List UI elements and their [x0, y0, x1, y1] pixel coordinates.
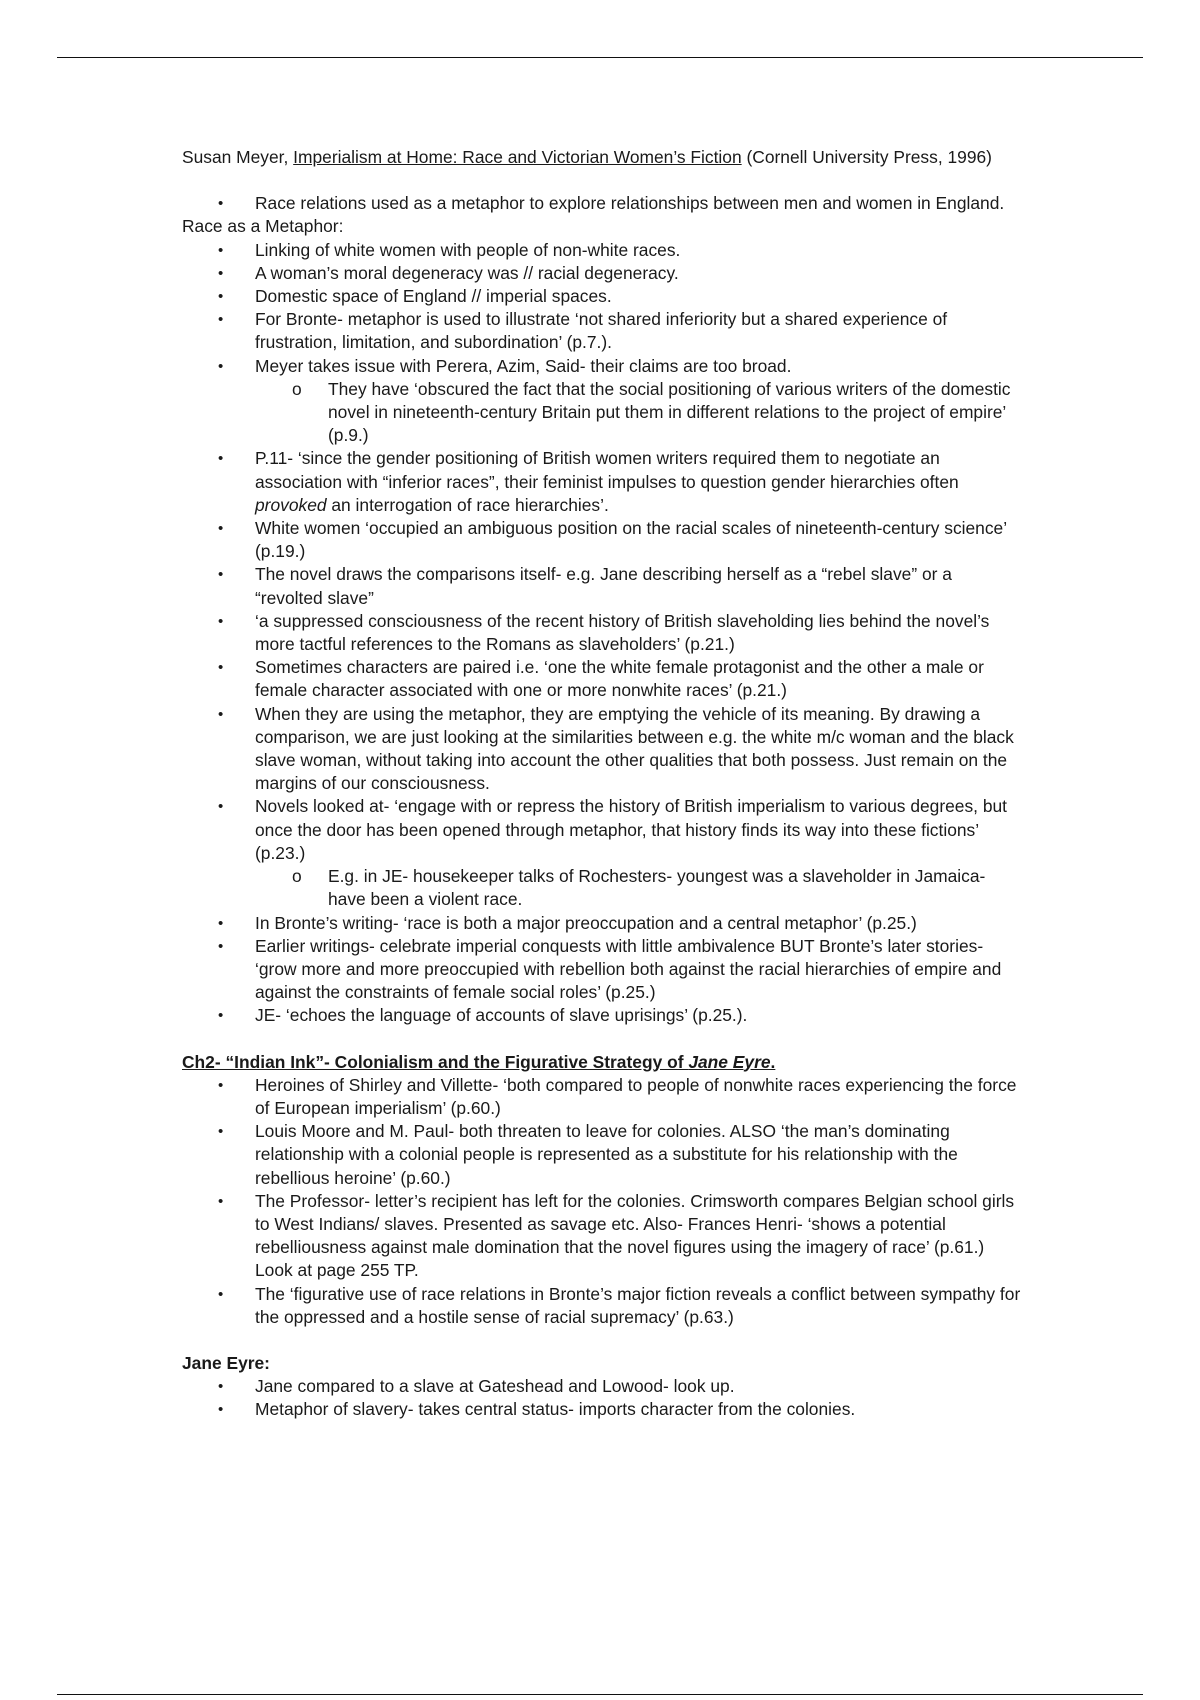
list-item-text: The Professor- letter’s recipient has left for the colonies. Crimsworth compares Belgian school girls to West Indians/ slaves. Presented as savage etc. Also- Frances Henri- ‘shows a potential rebelliousness against male domination that the novel figures using the imagery of race’ (p.61.) Look at page 255 TP. — [255, 1190, 1015, 1281]
list-item-text: In Bronte’s writing- ‘race is both a major preoccupation and a central metaphor’ (p.25.) — [255, 912, 917, 933]
list-item — [182, 192, 1022, 215]
list-item-text: ‘a suppressed consciousness of the recent history of British slaveholding lies behind the novel’s more tactful references to the Romans as slaveholders’ (p.21.) — [255, 610, 990, 655]
bullet-icon: • — [218, 612, 224, 630]
bullet-icon: • — [218, 1378, 224, 1396]
section-heading-jane-eyre: Jane Eyre: — [182, 1352, 270, 1373]
list-item-text: Sometimes characters are paired i.e. ‘one the white female protagonist and the other a male or female character associated with one or more nonwhite races’ (p.21.) — [255, 657, 984, 701]
bullet-icon: • — [218, 937, 224, 955]
list-item — [182, 610, 1022, 656]
citation — [182, 146, 1022, 169]
list-item — [182, 285, 1022, 308]
list-item — [182, 1398, 1022, 1421]
list-item-text: Race relations used as a metaphor to explore relationships between men and women in England. — [255, 193, 1005, 214]
list-item — [182, 517, 1022, 563]
bullet-icon: • — [218, 914, 224, 932]
list-item — [182, 1190, 1022, 1283]
bullet-icon: • — [218, 1192, 224, 1210]
list-item-text: Domestic space of England // imperial spaces. — [255, 286, 612, 307]
citation-title: Imperialism at Home: Race and Victorian Women’s Fiction — [293, 147, 742, 167]
bullet-icon: • — [218, 1285, 224, 1303]
sub-list-item-text: E.g. in JE- housekeeper talks of Rochesters- youngest was a slaveholder in Jamaica- have been a violent race. — [328, 866, 986, 910]
list-item — [182, 912, 1022, 935]
bullet-icon: • — [218, 241, 224, 259]
sub-bullet-icon: o — [292, 866, 302, 887]
bullet-icon: • — [218, 1401, 224, 1419]
list-item — [182, 703, 1022, 796]
bullet-icon: • — [218, 798, 224, 816]
section-heading-race-metaphor: Race as a Metaphor: — [182, 216, 344, 237]
list-item-text: The novel draws the comparisons itself- e.g. Jane describing herself as a “rebel slave” or a “revolted slave” — [255, 564, 952, 608]
bullet-icon: • — [218, 520, 224, 538]
bullet-icon: • — [218, 311, 224, 329]
header-rule — [57, 57, 1143, 58]
list-item-text: Jane compared to a slave at Gateshead and Lowood- look up. — [255, 1376, 735, 1397]
list-item — [182, 308, 1022, 354]
list-item-text: Linking of white women with people of non-white races. — [255, 239, 681, 260]
bullet-icon: • — [218, 450, 224, 468]
list-item-text: Novels looked at- ‘engage with or repress the history of British imperialism to various degrees, but once the door has been opened through metaphor, that history finds its way into these fictions’ (p.23.) — [255, 796, 1008, 863]
list-item — [182, 239, 1022, 262]
list-item — [182, 563, 1022, 609]
race-metaphor-list — [182, 239, 1022, 1028]
list-item-text: For Bronte- metaphor is used to illustrate ‘not shared inferiority but a shared experience of frustration, limitation, and subordination’ (p.7.). — [255, 309, 948, 353]
jane-eyre-list — [182, 1375, 1022, 1421]
heading-text: . — [770, 1051, 776, 1072]
section-heading-ch2 — [182, 1051, 1022, 1074]
bullet-icon: • — [218, 566, 224, 584]
sub-list — [255, 865, 1022, 911]
sub-list-item — [255, 865, 1022, 911]
bullet-icon: • — [218, 357, 224, 375]
footer-rule — [57, 1694, 1143, 1695]
bullet-icon: • — [218, 195, 224, 213]
bullet-icon: • — [218, 264, 224, 282]
list-item — [182, 1074, 1022, 1120]
bullet-icon: • — [218, 705, 224, 723]
list-item — [182, 1120, 1022, 1190]
intro-list — [182, 192, 1022, 215]
bullet-icon: • — [218, 659, 224, 677]
citation-author: Susan Meyer, — [182, 147, 294, 167]
list-item — [182, 1004, 1022, 1027]
list-item — [182, 656, 1022, 702]
list-item-text: an interrogation of race hierarchies’. — [326, 494, 609, 515]
citation-publisher: (Cornell University Press, 1996) — [741, 147, 992, 167]
list-item — [182, 935, 1022, 1005]
list-item-text: The ‘figurative use of race relations in Bronte’s major fiction reveals a conflict between sympathy for the oppressed and a hostile sense of racial supremacy’ (p.63.) — [255, 1283, 1021, 1327]
list-item — [182, 447, 1022, 517]
list-item — [182, 795, 1022, 911]
bullet-icon: • — [218, 1007, 224, 1025]
bullet-icon: • — [218, 1076, 224, 1094]
list-item — [182, 355, 1022, 448]
list-item-text: Heroines of Shirley and Villette- ‘both compared to people of nonwhite races experiencing the force of European imperialism’ (p.60.) — [255, 1074, 1017, 1118]
bullet-icon: • — [218, 288, 224, 306]
list-item — [182, 1283, 1022, 1329]
list-item-text: Meyer takes issue with Perera, Azim, Said- their claims are too broad. — [255, 355, 792, 376]
list-item — [182, 262, 1022, 285]
bullet-icon: • — [218, 1123, 224, 1141]
sub-list — [255, 378, 1022, 448]
list-item-text: A woman’s moral degeneracy was // racial degeneracy. — [255, 262, 679, 283]
list-item-text: P.11- ‘since the gender positioning of British women writers required them to negotiate an association with “inferior races”, their feminist impulses to question gender hierarchies often — [255, 448, 959, 492]
list-item — [182, 1375, 1022, 1398]
list-item-text: When they are using the metaphor, they are emptying the vehicle of its meaning. By drawing a comparison, we are just looking at the similarities between e.g. the white m/c woman and the black slave woman, without taking into account the other qualities that both possess. Just remain on the margins of our consciousness. — [255, 703, 1014, 794]
sub-list-item — [255, 378, 1022, 448]
emphasis-text: provoked — [255, 494, 327, 515]
list-item-text: Metaphor of slavery- takes central status- imports character from the colonies. — [255, 1399, 856, 1420]
list-item-text: Louis Moore and M. Paul- both threaten to leave for colonies. ALSO ‘the man’s dominating relationship with a colonial people is represented as a substitute for his relationship with the rebellious heroine’ (p.60.) — [255, 1121, 958, 1188]
document-body — [182, 146, 1022, 1422]
list-item-text: JE- ‘echoes the language of accounts of slave uprisings’ (p.25.). — [255, 1005, 748, 1026]
list-item-text: Earlier writings- celebrate imperial conquests with little ambivalence BUT Bronte’s later stories- ‘grow more and more preoccupied with rebellion both against the racial hierarchies of empire and against the constraints of female social roles’ (p.25.) — [255, 935, 1002, 1003]
heading-text: Ch2- “Indian Ink”- Colonialism and the Figurative Strategy of — [182, 1051, 689, 1072]
sub-list-item-text: They have ‘obscured the fact that the social positioning of various writers of the domestic novel in nineteenth-century Britain put them in different relations to the project of empire’ (p.9.) — [328, 378, 1011, 446]
list-item-text: White women ‘occupied an ambiguous position on the racial scales of nineteenth-century science’ (p.19.) — [255, 518, 1007, 562]
ch2-list — [182, 1074, 1022, 1329]
sub-bullet-icon: o — [292, 378, 302, 399]
heading-emphasis: Jane Eyre — [688, 1051, 771, 1072]
